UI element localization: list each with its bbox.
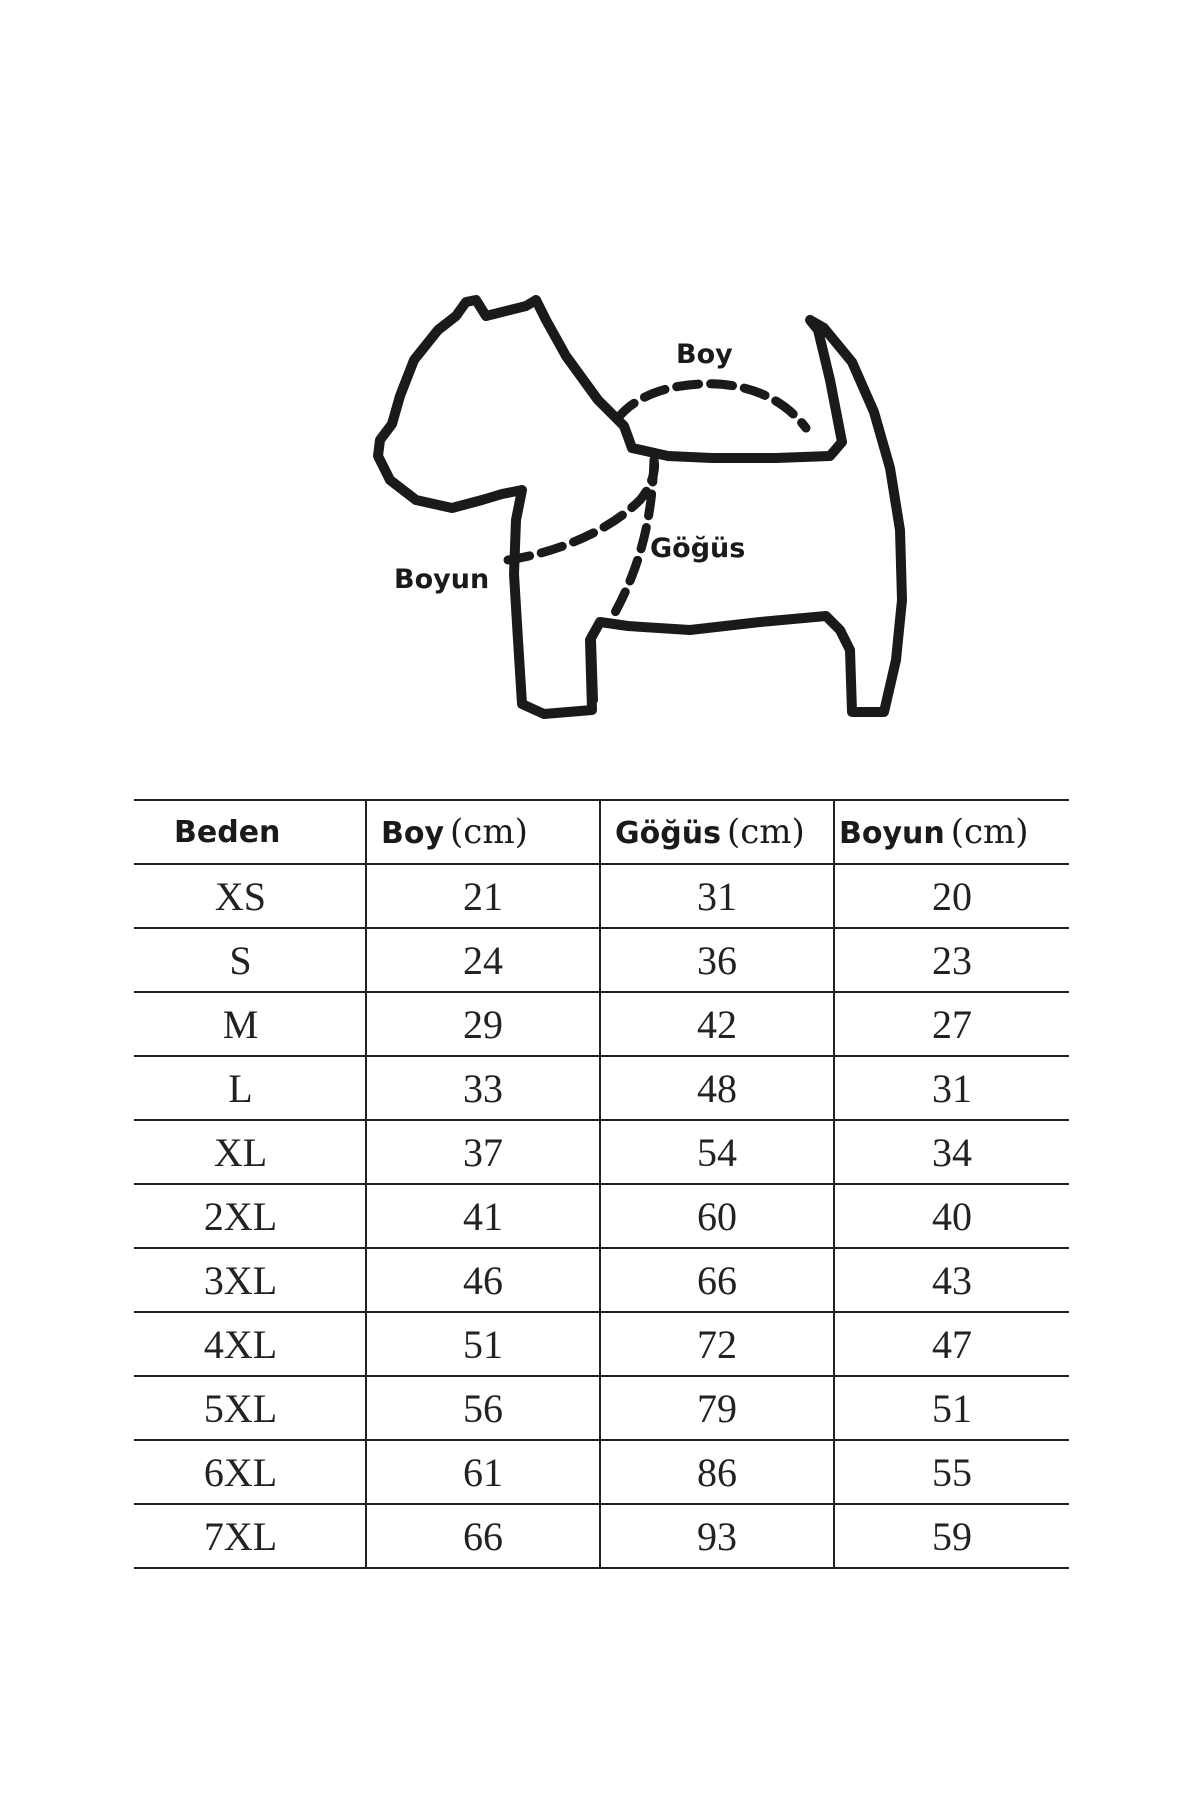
length-cell: 61 [366, 1440, 600, 1504]
chest-cell: 79 [600, 1376, 834, 1440]
neck-cell: 20 [834, 864, 1069, 928]
length-cell: 24 [366, 928, 600, 992]
chest-cell: 31 [600, 864, 834, 928]
label-chest: Göğüs [650, 533, 746, 564]
length-cell: 37 [366, 1120, 600, 1184]
table-row [134, 992, 1069, 1056]
table-row [134, 1376, 1069, 1440]
chest-cell: 54 [600, 1120, 834, 1184]
size-cell: 5XL [134, 1376, 366, 1440]
chest-measure-line [612, 460, 654, 618]
neck-measure-line [508, 460, 654, 560]
neck-cell: 23 [834, 928, 1069, 992]
chest-cell: 36 [600, 928, 834, 992]
header-neck-label: Boyun [839, 816, 945, 851]
size-cell: XL [134, 1120, 366, 1184]
chest-cell: 48 [600, 1056, 834, 1120]
size-chart-table [134, 799, 1069, 1569]
size-cell: 7XL [134, 1504, 366, 1568]
neck-cell: 59 [834, 1504, 1069, 1568]
size-cell: 4XL [134, 1312, 366, 1376]
length-cell: 33 [366, 1056, 600, 1120]
neck-cell: 34 [834, 1120, 1069, 1184]
table-row [134, 1120, 1069, 1184]
label-length: Boy [676, 339, 733, 370]
neck-cell: 47 [834, 1312, 1069, 1376]
table-row [134, 1248, 1069, 1312]
neck-cell: 43 [834, 1248, 1069, 1312]
table-row [134, 928, 1069, 992]
length-cell: 66 [366, 1504, 600, 1568]
table-row [134, 1440, 1069, 1504]
length-cell: 51 [366, 1312, 600, 1376]
table-row [134, 1184, 1069, 1248]
length-cell: 21 [366, 864, 600, 928]
header-length [366, 800, 600, 864]
dog-outline [378, 300, 902, 714]
neck-cell: 31 [834, 1056, 1069, 1120]
chest-cell: 42 [600, 992, 834, 1056]
size-cell: 2XL [134, 1184, 366, 1248]
neck-cell: 27 [834, 992, 1069, 1056]
length-cell: 29 [366, 992, 600, 1056]
size-cell: XS [134, 864, 366, 928]
size-cell: L [134, 1056, 366, 1120]
header-chest-label: Göğüs [615, 816, 721, 851]
length-measure-line [618, 384, 806, 428]
length-cell: 56 [366, 1376, 600, 1440]
header-length-label: Boy [381, 816, 445, 851]
chest-cell: 72 [600, 1312, 834, 1376]
neck-cell: 40 [834, 1184, 1069, 1248]
neck-cell: 51 [834, 1376, 1069, 1440]
label-neck: Boyun [394, 564, 490, 595]
chest-cell: 86 [600, 1440, 834, 1504]
header-length-unit: (cm) [450, 812, 528, 852]
header-neck-unit: (cm) [950, 812, 1029, 852]
table-row [134, 864, 1069, 928]
length-cell: 41 [366, 1184, 600, 1248]
chest-cell: 93 [600, 1504, 834, 1568]
dog-measurement-diagram [0, 0, 1200, 780]
size-cell: 6XL [134, 1440, 366, 1504]
chest-cell: 66 [600, 1248, 834, 1312]
size-cell: M [134, 992, 366, 1056]
length-cell: 46 [366, 1248, 600, 1312]
table-header-row [134, 800, 1069, 864]
header-size [134, 800, 366, 864]
neck-cell: 55 [834, 1440, 1069, 1504]
dog-leg-line [592, 640, 594, 700]
header-size-label: Beden [174, 814, 281, 850]
table-row [134, 1056, 1069, 1120]
table-row [134, 1504, 1069, 1568]
chest-cell: 60 [600, 1184, 834, 1248]
size-cell: S [134, 928, 366, 992]
header-chest [600, 800, 834, 864]
header-chest-unit: (cm) [726, 812, 805, 852]
table-row [134, 1312, 1069, 1376]
header-neck [834, 800, 1069, 864]
size-cell: 3XL [134, 1248, 366, 1312]
